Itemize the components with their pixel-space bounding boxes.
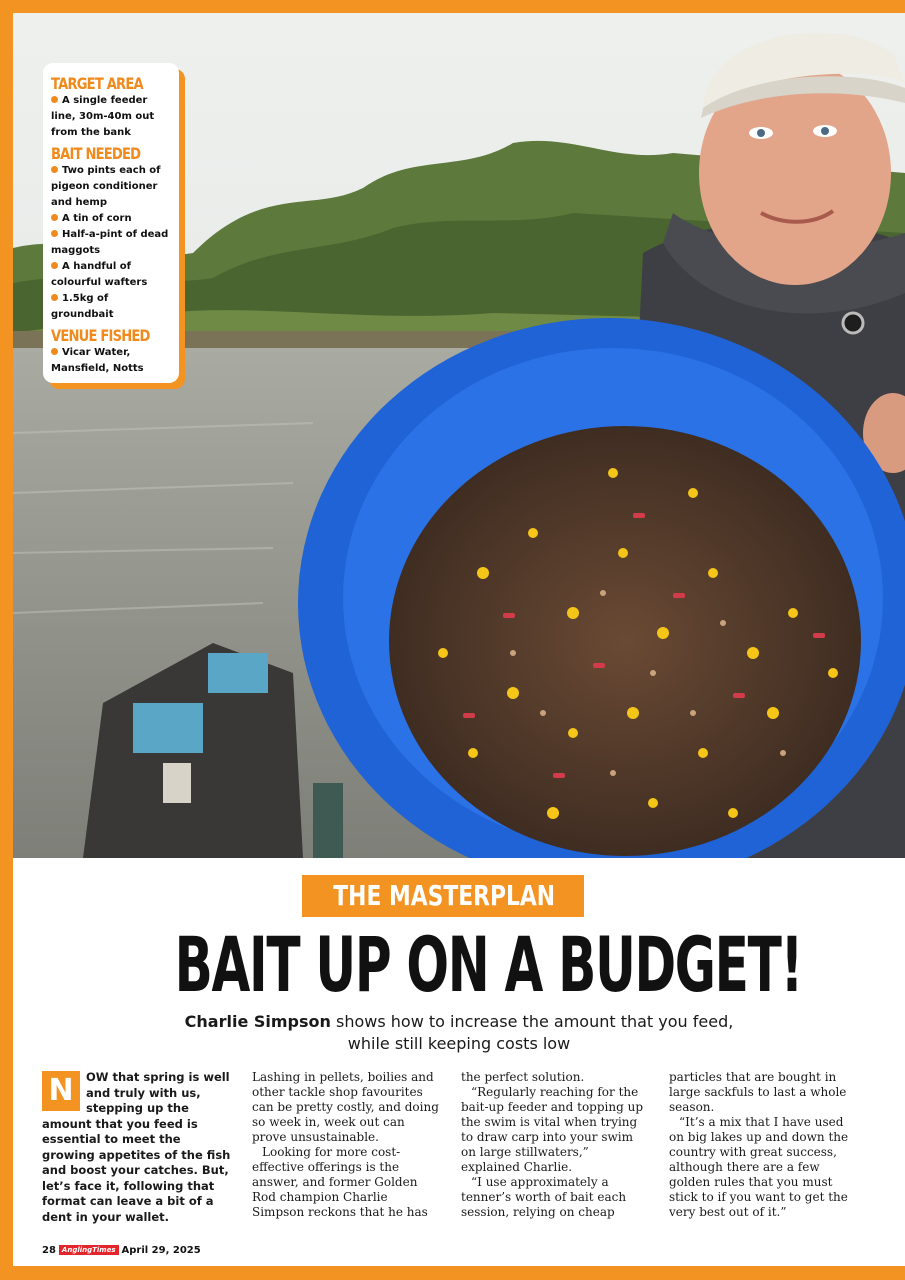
drop-cap: N — [42, 1071, 80, 1111]
target-area-item: A single feeder line, 30m-40m out from the bank — [51, 95, 155, 138]
bait-item: Two pints each of pigeon conditioner and hemp — [51, 165, 161, 208]
bait-item: 1.5kg of groundbait — [51, 293, 114, 320]
issue-date: April 29, 2025 — [121, 1245, 201, 1256]
author-name: Charlie Simpson — [184, 1012, 331, 1031]
paragraph: particles that are bought in large sackfuls to last a whole season. — [669, 1070, 847, 1114]
venue-item: Vicar Water, Mansfield, Notts — [51, 347, 144, 374]
page-number: 28 — [42, 1245, 56, 1256]
body-column-2 — [252, 1070, 442, 1220]
bait-item: Half-a-pint of dead maggots — [51, 229, 169, 256]
bullet-icon — [51, 96, 58, 103]
paragraph: the perfect solution. — [461, 1070, 585, 1084]
body-column-4 — [669, 1070, 859, 1220]
headline: BAIT UP ON A BUDGET! — [174, 920, 803, 1009]
paragraph: “Regularly reaching for the bait-up feeder and topping up the swim is vital when trying to draw carp into your swim on large stillwaters,” explained Charlie. — [461, 1085, 644, 1174]
bullet-icon — [51, 348, 58, 355]
folio — [42, 1244, 201, 1258]
intro-paragraph: OW that spring is well and truly with us, stepping up the amount that you feed is essential to meet the growing appetites of the fish and boost your catches. But, let’s face it, following that format can leave a bit of a dent in your wallet. — [42, 1070, 231, 1224]
info-box — [43, 63, 179, 383]
paragraph: Lashing in pellets, boilies and other tackle shop favourites can be pretty costly, and doing so week in, week out can prove unsustainable. — [252, 1070, 439, 1144]
magazine-page — [13, 13, 905, 1266]
section-bait-needed — [51, 145, 171, 323]
bullet-icon — [51, 262, 58, 269]
section-venue-fished — [51, 327, 171, 377]
venue-fished-heading: VENUE FISHED — [51, 326, 150, 345]
bullet-icon — [51, 166, 58, 173]
kicker-label: THE MASTERPLAN — [302, 875, 584, 917]
bait-item: A tin of corn — [51, 211, 171, 227]
bait-needed-heading: BAIT NEEDED — [51, 144, 141, 163]
paragraph: “I use approximately a tenner’s worth of bait each session, relying on cheap — [461, 1175, 627, 1219]
bait-item: A handful of colourful wafters — [51, 261, 148, 288]
paragraph: Looking for more cost-effective offerings is the answer, and former Golden Rod champion Charlie Simpson reckons that he has — [252, 1145, 428, 1219]
bullet-icon — [51, 230, 58, 237]
bullet-icon — [51, 294, 58, 301]
standfirst — [163, 1011, 755, 1055]
section-target-area — [51, 75, 171, 141]
paragraph: “It’s a mix that I have used on big lakes up and down the country with great success, although there are a few golden rules that you must stick to if you want to get the very best out of it.” — [669, 1115, 849, 1219]
body-column-3 — [461, 1070, 651, 1220]
bullet-icon — [51, 214, 58, 221]
magazine-logo: AnglingTimes — [59, 1245, 119, 1255]
body-column-1 — [42, 1070, 232, 1225]
target-area-heading: TARGET AREA — [51, 74, 143, 93]
standfirst-text: shows how to increase the amount that you feed, while still keeping costs low — [330, 1012, 734, 1053]
